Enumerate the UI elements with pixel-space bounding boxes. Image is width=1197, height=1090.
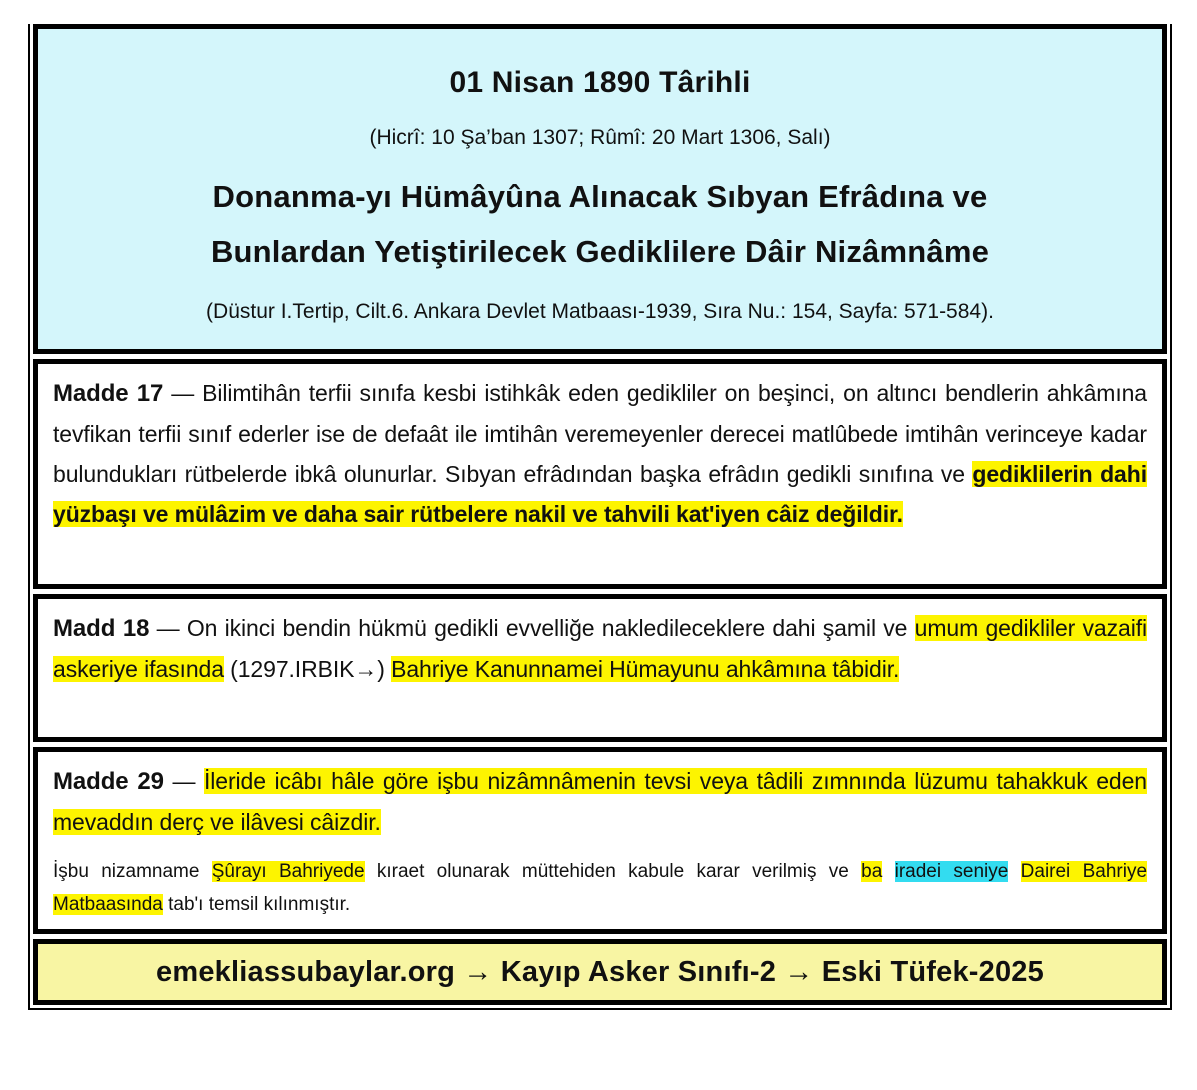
dash-separator: — — [163, 380, 203, 406]
article-paragraph — [53, 761, 1147, 842]
text-segment: gediklilerin dahi yüzbaşı ve mülâzim ve daha sair rütbelere nakil ve tahvili kat'iyen câiz değildir. — [53, 461, 1147, 527]
text-segment — [1008, 861, 1020, 882]
document-frame — [28, 24, 1172, 1010]
document-title-line1: Donanma-yı Hümâyûna Alınacak Sıbyan Efrâdına ve — [212, 179, 988, 214]
calendar-equivalents-note: (Hicrî: 10 Şa’ban 1307; Rûmî: 20 Mart 1306, Salı) — [369, 126, 831, 149]
text-segment: iradei seniye — [894, 861, 1009, 882]
text-segment: Bilimtihân terfii sınıfa kesbi istihkâk eden gedikliler on beşinci, on altıncı bendlerin ahkâmına tevfikan terfii sınıf ederler ise de defaât ile imtihân veremeyenler derecei matlûbede imtihân verinceye kadar bulundukları rütbelerde ibkâ olunurlar. Sıbyan efrâdından başka efrâdın gedikli sınıfına ve — [53, 380, 1147, 487]
article-box-madde-17 — [33, 359, 1167, 589]
footer-bar — [33, 939, 1167, 1005]
text-segment: Dairei Bahriye Matbaasında — [53, 861, 1148, 915]
text-segment: Bahriye Kanunnamei Hümayunu ahkâmına tâbidir. — [391, 656, 900, 682]
text-segment: Şûrayı Bahriyede — [211, 861, 365, 882]
dash-separator: — — [163, 768, 204, 794]
text-segment: ba — [861, 861, 883, 882]
text-segment — [882, 861, 894, 882]
text-segment: İşbu nizamname — [53, 861, 212, 882]
document-date-title: 01 Nisan 1890 Târihli — [449, 66, 751, 99]
text-segment: On ikinci bendin hükmü gedikli evvelliğe nakledileceklere dahi şamil ve — [186, 615, 915, 641]
article-footnote — [53, 855, 1147, 921]
document-title-line2: Bunlardan Yetiştirilecek Gediklilere Dâir Nizâmnâme — [210, 234, 990, 269]
article-label: Madde 29 — [53, 768, 164, 795]
article-label: Madd 18 — [53, 615, 150, 642]
text-segment: umum gedikliler vazaifi askeriye ifasında — [53, 615, 1148, 682]
article-box-madde-29 — [33, 747, 1167, 934]
article-paragraph — [53, 373, 1147, 534]
text-segment: İleride icâbı hâle göre işbu nizâmnâmenin tevsi veya tâdili zımnında lüzumu tahakkuk eden mevaddın derç ve ilâvesi câizdir. — [53, 768, 1148, 835]
text-segment: (1297.IRBIK→) — [223, 656, 392, 682]
footer-text: emekliassubaylar.org → Kayıp Asker Sınıfı-2 → Eski Tüfek-2025 — [156, 955, 1044, 988]
text-segment: tab'ı temsil kılınmıştır. — [162, 894, 351, 915]
article-label: Madde 17 — [53, 380, 164, 407]
text-segment: kıraet olunarak müttehiden kabule karar verilmiş ve — [364, 861, 862, 882]
article-paragraph — [53, 608, 1147, 689]
source-citation: (Düstur I.Tertip, Cilt.6. Ankara Devlet Matbaası-1939, Sıra Nu.: 154, Sayfa: 571-584). — [206, 300, 994, 323]
dash-separator: — — [149, 615, 187, 641]
header-box — [33, 24, 1167, 354]
article-box-madde-18 — [33, 594, 1167, 742]
